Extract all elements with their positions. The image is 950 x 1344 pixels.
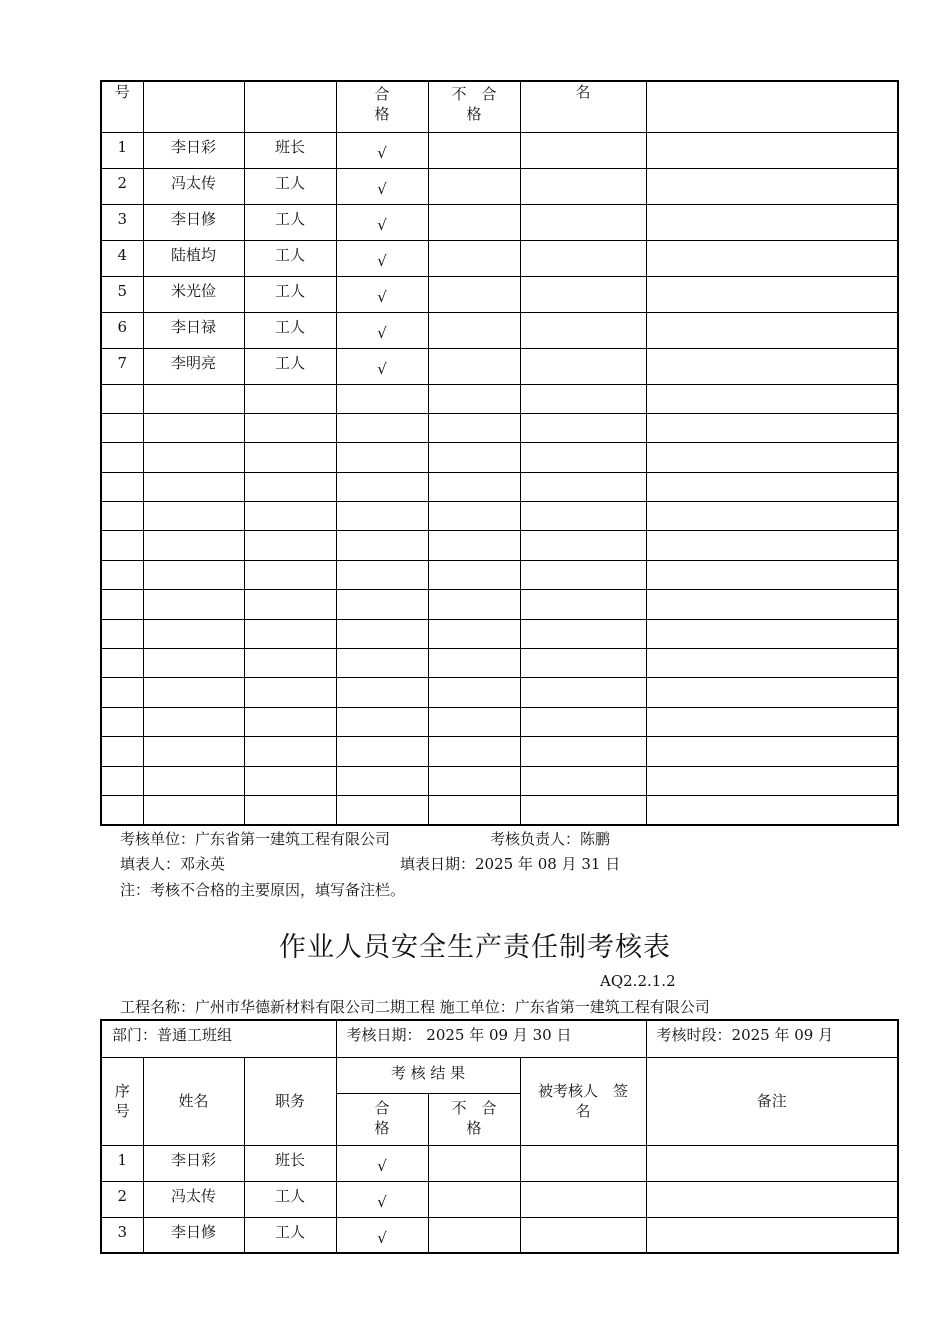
role-cell: 工人 <box>244 1181 336 1217</box>
no-cell <box>101 560 143 589</box>
pass-cell <box>336 737 428 766</box>
seq-header-cell: 号 <box>101 81 143 132</box>
fail-cell <box>428 168 520 204</box>
role-cell <box>244 413 336 442</box>
table-row <box>101 707 898 736</box>
table-row <box>101 649 898 678</box>
table-row <box>101 619 898 648</box>
fail-header-cell: 不 合 格 <box>428 1093 520 1145</box>
fail-cell <box>428 132 520 168</box>
remark-cell <box>646 472 898 501</box>
remark-cell <box>646 795 898 824</box>
fail-cell <box>428 443 520 472</box>
no-cell <box>101 413 143 442</box>
table-row <box>101 204 898 240</box>
table-row <box>101 531 898 560</box>
role-cell <box>244 619 336 648</box>
no-cell: 3 <box>101 204 143 240</box>
pass-cell <box>336 502 428 531</box>
pass-cell <box>336 649 428 678</box>
role-cell: 工人 <box>244 240 336 276</box>
signer-cell <box>520 502 646 531</box>
role-cell: 工人 <box>244 348 336 384</box>
name-cell <box>143 649 244 678</box>
signer-cell <box>520 531 646 560</box>
name-cell <box>143 737 244 766</box>
remark-cell <box>646 1181 898 1217</box>
remark-cell <box>646 443 898 472</box>
pass-cell <box>336 766 428 795</box>
footnote: 注：考核不合格的主要原因，填写备注栏。 <box>120 881 406 899</box>
name-cell: 李日彩 <box>143 132 244 168</box>
fail-cell <box>428 348 520 384</box>
pass-cell <box>336 560 428 589</box>
assessment-unit: 考核单位：广东省第一建筑工程有限公司 <box>120 830 391 848</box>
name-cell <box>143 678 244 707</box>
pass-cell: √ <box>336 168 428 204</box>
no-cell <box>101 619 143 648</box>
fail-cell <box>428 795 520 824</box>
no-cell <box>101 737 143 766</box>
fail-cell <box>428 590 520 619</box>
name-cell <box>143 443 244 472</box>
remark-cell <box>646 1217 898 1253</box>
role-cell: 工人 <box>244 1217 336 1253</box>
signer-cell <box>520 1145 646 1181</box>
pass-cell: √ <box>336 276 428 312</box>
signer-cell <box>520 766 646 795</box>
role-cell: 工人 <box>244 204 336 240</box>
name-cell <box>143 619 244 648</box>
fail-cell <box>428 384 520 413</box>
role-cell <box>244 649 336 678</box>
remark-cell <box>646 276 898 312</box>
name-cell <box>143 472 244 501</box>
pass-header-cell: 合 格 <box>336 1093 428 1145</box>
role-cell: 班长 <box>244 132 336 168</box>
role-cell: 工人 <box>244 168 336 204</box>
result-header-cell: 考 核 结 果 <box>336 1057 520 1093</box>
project-info: 工程名称：广州市华德新材料有限公司二期工程 施工单位：广东省第一建筑工程有限公司 <box>120 998 710 1016</box>
table-row <box>101 240 898 276</box>
fill-date: 填表日期：2025 年 08 月 31 日 <box>400 855 621 873</box>
assessment-table <box>100 1019 899 1254</box>
remark-cell <box>646 168 898 204</box>
role-cell: 工人 <box>244 276 336 312</box>
no-cell <box>101 649 143 678</box>
pass-cell <box>336 707 428 736</box>
name-cell <box>143 413 244 442</box>
table-row <box>101 443 898 472</box>
role-cell: 工人 <box>244 312 336 348</box>
pass-cell: √ <box>336 132 428 168</box>
table-row <box>101 1181 898 1217</box>
name-cell <box>143 707 244 736</box>
pass-cell <box>336 678 428 707</box>
table-body <box>101 132 898 825</box>
no-cell <box>101 707 143 736</box>
table-row <box>101 766 898 795</box>
remark-cell <box>646 707 898 736</box>
pass-cell: √ <box>336 1181 428 1217</box>
name-cell <box>143 590 244 619</box>
signer-cell <box>520 560 646 589</box>
signer-cell <box>520 348 646 384</box>
name-header-cell: 姓名 <box>143 1057 244 1145</box>
pass-cell <box>336 413 428 442</box>
table-row <box>101 472 898 501</box>
remark-cell <box>646 531 898 560</box>
remark-cell <box>646 502 898 531</box>
no-cell <box>101 502 143 531</box>
fail-cell <box>428 678 520 707</box>
fail-cell <box>428 531 520 560</box>
period-cell: 考核时段：2025 年 09 月 <box>646 1020 898 1057</box>
signer-cell <box>520 1217 646 1253</box>
remark-cell <box>646 560 898 589</box>
no-cell <box>101 443 143 472</box>
table-row <box>101 1145 898 1181</box>
no-cell <box>101 678 143 707</box>
pass-cell <box>336 795 428 824</box>
signer-cell <box>520 649 646 678</box>
signer-cell <box>520 413 646 442</box>
table-row <box>101 737 898 766</box>
signer-cell <box>520 132 646 168</box>
signer-cell <box>520 707 646 736</box>
name-cell: 李日彩 <box>143 1145 244 1181</box>
name-cell <box>143 560 244 589</box>
no-cell: 3 <box>101 1217 143 1253</box>
name-cell <box>143 766 244 795</box>
pass-cell: √ <box>336 1217 428 1253</box>
pass-cell <box>336 531 428 560</box>
remark-cell <box>646 678 898 707</box>
remark-cell <box>646 649 898 678</box>
no-cell: 1 <box>101 132 143 168</box>
name-cell <box>143 531 244 560</box>
pass-cell <box>336 472 428 501</box>
seq-header-cell: 序 号 <box>101 1057 143 1145</box>
remark-cell <box>646 204 898 240</box>
remark-cell <box>646 384 898 413</box>
fail-cell <box>428 619 520 648</box>
signer-cell <box>520 1181 646 1217</box>
pass-cell: √ <box>336 240 428 276</box>
table-row <box>101 590 898 619</box>
role-header-cell: 职务 <box>244 1057 336 1145</box>
assessment-table-continued <box>100 80 899 826</box>
no-cell: 2 <box>101 168 143 204</box>
signer-cell <box>520 472 646 501</box>
name-cell <box>143 384 244 413</box>
role-cell <box>244 795 336 824</box>
sign-header-cell: 名 <box>520 81 646 132</box>
table-row <box>101 276 898 312</box>
table-header-row <box>101 81 898 132</box>
fail-cell <box>428 312 520 348</box>
role-cell: 班长 <box>244 1145 336 1181</box>
table-row <box>101 502 898 531</box>
role-cell <box>244 707 336 736</box>
fail-cell <box>428 766 520 795</box>
pass-cell <box>336 619 428 648</box>
pass-cell: √ <box>336 348 428 384</box>
fail-cell <box>428 240 520 276</box>
name-cell <box>143 502 244 531</box>
signer-cell <box>520 312 646 348</box>
table-row <box>101 168 898 204</box>
remark-cell <box>646 348 898 384</box>
fail-cell <box>428 1181 520 1217</box>
signer-cell <box>520 678 646 707</box>
remark-header-cell: 备注 <box>646 1057 898 1145</box>
signer-cell <box>520 384 646 413</box>
role-cell <box>244 443 336 472</box>
fail-cell <box>428 649 520 678</box>
no-cell <box>101 766 143 795</box>
form-title: 作业人员安全生产责任制考核表 <box>279 932 671 963</box>
no-cell <box>101 795 143 824</box>
no-cell <box>101 384 143 413</box>
no-cell: 4 <box>101 240 143 276</box>
table-row <box>101 413 898 442</box>
fail-cell <box>428 707 520 736</box>
table-row <box>101 384 898 413</box>
form-filler: 填表人：邓永英 <box>120 855 226 873</box>
name-cell <box>143 795 244 824</box>
fail-cell <box>428 413 520 442</box>
role-cell <box>244 531 336 560</box>
fail-cell <box>428 502 520 531</box>
no-cell: 5 <box>101 276 143 312</box>
role-cell <box>244 678 336 707</box>
role-cell <box>244 560 336 589</box>
role-cell <box>244 766 336 795</box>
fail-cell <box>428 204 520 240</box>
remark-cell <box>646 737 898 766</box>
role-cell <box>244 384 336 413</box>
name-cell: 冯太传 <box>143 1181 244 1217</box>
remark-cell <box>646 1145 898 1181</box>
table-row <box>101 795 898 824</box>
pass-header-cell: 合 格 <box>336 81 428 132</box>
name-cell: 陆植均 <box>143 240 244 276</box>
role-cell <box>244 737 336 766</box>
signer-cell <box>520 590 646 619</box>
assessment-leader: 考核负责人：陈鹏 <box>490 830 611 848</box>
signer-cell <box>520 737 646 766</box>
pass-cell: √ <box>336 204 428 240</box>
fail-cell <box>428 276 520 312</box>
name-cell: 李明亮 <box>143 348 244 384</box>
table-row <box>101 132 898 168</box>
name-cell: 李日修 <box>143 204 244 240</box>
signer-cell <box>520 795 646 824</box>
table-body <box>101 1145 898 1253</box>
signer-cell <box>520 443 646 472</box>
remark-cell <box>646 240 898 276</box>
pass-cell <box>336 384 428 413</box>
name-cell: 米光俭 <box>143 276 244 312</box>
name-cell: 李日修 <box>143 1217 244 1253</box>
info-row <box>101 1020 898 1057</box>
signer-cell <box>520 204 646 240</box>
pass-cell <box>336 443 428 472</box>
fail-cell <box>428 1217 520 1253</box>
fail-cell <box>428 1145 520 1181</box>
no-cell: 2 <box>101 1181 143 1217</box>
remark-cell <box>646 590 898 619</box>
signer-cell <box>520 619 646 648</box>
table-row <box>101 678 898 707</box>
form-code: AQ2.2.1.2 <box>600 972 676 990</box>
fail-cell <box>428 560 520 589</box>
remark-cell <box>646 766 898 795</box>
no-cell <box>101 472 143 501</box>
no-cell <box>101 531 143 560</box>
fail-cell <box>428 737 520 766</box>
signer-header-cell: 被考核人 签 名 <box>520 1057 646 1145</box>
signer-cell <box>520 240 646 276</box>
remark-cell <box>646 312 898 348</box>
remark-cell <box>646 619 898 648</box>
name-cell: 李日禄 <box>143 312 244 348</box>
fail-cell <box>428 472 520 501</box>
remark-cell <box>646 413 898 442</box>
table-row <box>101 312 898 348</box>
no-cell: 7 <box>101 348 143 384</box>
exam-date-cell: 考核日期： 2025 年 09 月 30 日 <box>336 1020 646 1057</box>
role-cell <box>244 590 336 619</box>
department-cell: 部门：普通工班组 <box>101 1020 336 1057</box>
pass-cell <box>336 590 428 619</box>
table-row <box>101 348 898 384</box>
table-row <box>101 1217 898 1253</box>
remark-cell <box>646 132 898 168</box>
no-cell <box>101 590 143 619</box>
signer-cell <box>520 276 646 312</box>
signer-cell <box>520 168 646 204</box>
header-row-1 <box>101 1057 898 1093</box>
role-cell <box>244 472 336 501</box>
no-cell: 1 <box>101 1145 143 1181</box>
pass-cell: √ <box>336 312 428 348</box>
role-cell <box>244 502 336 531</box>
fail-header-cell: 不 合 格 <box>428 81 520 132</box>
no-cell: 6 <box>101 312 143 348</box>
pass-cell: √ <box>336 1145 428 1181</box>
table-row <box>101 560 898 589</box>
name-cell: 冯太传 <box>143 168 244 204</box>
